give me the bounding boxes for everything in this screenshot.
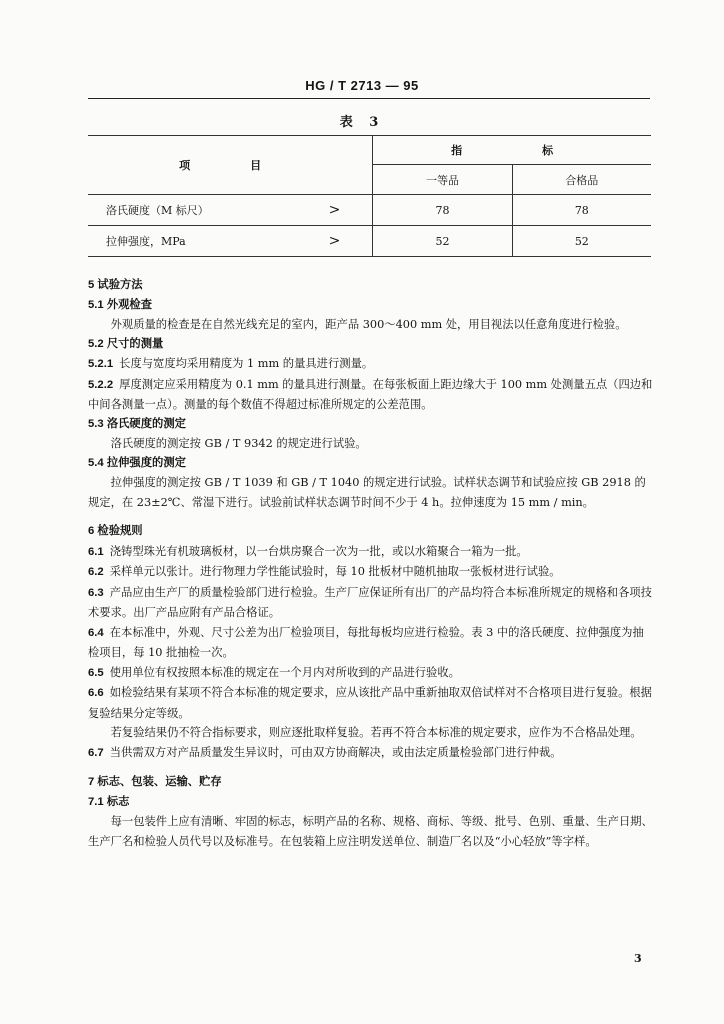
clause-text: 使用单位有权按照本标准的规定在一个月内对所收到的产品进行验收。 <box>109 665 460 679</box>
grade1-value: 78 <box>373 195 512 226</box>
clause-number: 5.2.1 <box>88 358 114 370</box>
numbered-clause <box>88 375 654 415</box>
numbered-clause <box>88 623 654 663</box>
col-grade1-header: 一等品 <box>373 165 512 195</box>
section-heading: 6 检验规则 <box>88 525 143 537</box>
document-body <box>88 266 654 851</box>
page-header: HG / T 2713 — 95 <box>305 78 419 93</box>
clause-text: 浇铸型珠光有机玻璃板材，以一台烘房聚合一次为一批，或以水箱聚合一箱为一批。 <box>109 544 528 558</box>
section-heading: 5.2 尺寸的测量 <box>88 337 164 350</box>
clause-text: 采样单元以张计。进行物理力学性能试验时，每 10 批板材中随机抽取一张板材进行试验。 <box>109 565 561 578</box>
clause-text: 长度与宽度均采用精度为 1 mm 的量具进行测量。 <box>119 357 374 370</box>
section-heading: 7.1 标志 <box>88 795 130 808</box>
col-grade2-header: 合格品 <box>512 165 651 195</box>
grade2-value: 52 <box>512 226 651 257</box>
table-title: 表 3 <box>339 115 385 130</box>
numbered-clause <box>88 583 654 623</box>
clause-text: 在本标准中，外观、尺寸公差为出厂检验项目，每批每板均应进行检验。表 3 中的洛氏硬度、拉伸强度为抽检项目，每 10 批抽检一次。 <box>88 625 644 659</box>
section-heading: 5 试验方法 <box>88 279 143 291</box>
clause-number: 5.2.2 <box>88 378 114 391</box>
section-heading: 7 标志、包装、运输、贮存 <box>88 776 222 788</box>
table-row <box>88 226 651 257</box>
section-heading: 5.4 拉伸强度的测定 <box>88 456 186 469</box>
clause-number: 6.7 <box>88 746 104 759</box>
numbered-clause <box>88 743 654 764</box>
comparison-sign: > <box>328 202 341 218</box>
col-spec-header: 指标 <box>373 136 651 165</box>
row-item-label: 洛氏硬度（M 标尺） <box>106 204 209 217</box>
table-row <box>88 195 651 226</box>
clause-number: 6.6 <box>88 687 104 699</box>
section-heading: 5.3 洛氏硬度的测定 <box>88 417 186 430</box>
paragraph: 每一包装件上应有清晰、牢固的标志，标明产品的名称、规格、商标、等级、批号、色别、重量、生产日期、生产厂名和检验人员代号以及标准号。在包装箱上应注明发送单位、制造厂名以及“小心轻放”等字样。 <box>88 815 653 848</box>
clause-text: 如检验结果有某项不符合本标准的规定要求，应从该批产品中重新抽取双倍试样对不合格项目进行复验。根据复验结果分定等级。 <box>88 686 652 720</box>
numbered-clause <box>88 354 654 375</box>
row-item-label: 拉伸强度，MPa <box>106 235 186 248</box>
numbered-clause <box>88 683 654 723</box>
clause-text: 厚度测定应采用精度为 0.1 mm 的量具进行测量。在每张板面上距边缘大于 100 mm 处测量五点（四边和中间各测量一点）。测量的每个数值不得超过标准所规定的公差范围。 <box>88 377 653 411</box>
comparison-sign: > <box>328 233 341 249</box>
numbered-clause <box>88 542 654 563</box>
clause-number: 6.4 <box>88 626 104 639</box>
spec-table <box>88 135 651 257</box>
clause-number: 6.3 <box>88 586 104 599</box>
paragraph: 拉伸强度的测定按 GB / T 1039 和 GB / T 1040 的规定进行试验。试样状态调节和试验应按 GB 2918 的规定，在 23±2℃、常湿下进行。试验前试样状态调节时间不少于 4 h。拉伸速度为 15 mm / min。 <box>88 476 646 509</box>
grade1-value: 52 <box>373 226 512 257</box>
header-rule <box>88 98 650 99</box>
numbered-clause <box>88 663 654 684</box>
clause-number: 6.1 <box>88 545 104 558</box>
col-item-header: 项目 <box>88 136 373 195</box>
page-number: 3 <box>634 952 642 965</box>
clause-text: 当供需双方对产品质量发生异议时，可由双方协商解决，或由法定质量检验部门进行仲裁。 <box>109 745 562 759</box>
paragraph: 若复验结果仍不符合指标要求，则应逐批取样复验。若再不符合本标准的规定要求，应作为不合格品处理。 <box>110 726 642 739</box>
clause-number: 6.2 <box>88 566 104 578</box>
numbered-clause <box>88 562 654 583</box>
paragraph: 外观质量的检查是在自然光线充足的室内，距产品 300～400 mm 处，用目视法以任意角度进行检验。 <box>110 318 627 331</box>
grade2-value: 78 <box>512 195 651 226</box>
clause-text: 产品应由生产厂的质量检验部门进行检验。生产厂应保证所有出厂的产品均符合本标准所规定的规格和各项技术要求。出厂产品应附有产品合格证。 <box>88 585 652 619</box>
table-header-row <box>88 136 651 165</box>
section-heading: 5.1 外观检查 <box>88 298 153 311</box>
clause-number: 6.5 <box>88 666 104 679</box>
paragraph: 洛氏硬度的测定按 GB / T 9342 的规定进行试验。 <box>110 437 367 450</box>
